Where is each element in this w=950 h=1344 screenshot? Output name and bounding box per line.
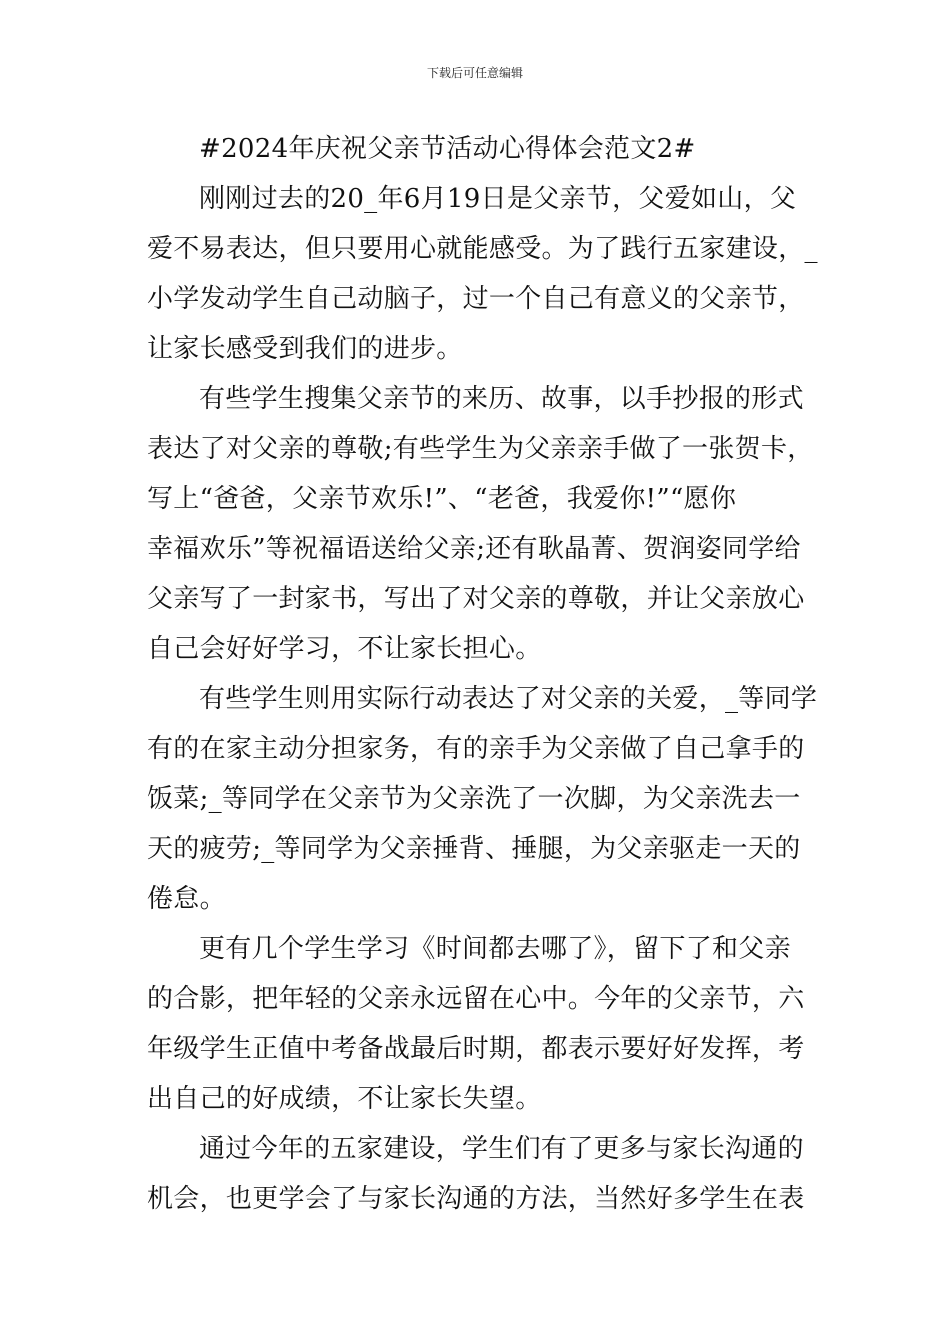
paragraph-line: 父亲写了一封家书，写出了对父亲的尊敬，并让父亲放心	[147, 584, 805, 614]
paragraph-line: 饭菜;_等同学在父亲节为父亲洗了一次脚，为父亲洗去一	[147, 784, 801, 814]
paragraph-line: 出自己的好成绩，不让家长失望。	[147, 1084, 542, 1114]
paragraph-3	[147, 677, 818, 927]
document-title: #2024年庆祝父亲节活动心得体会范文2#	[199, 134, 696, 164]
paragraph-line: 刚刚过去的20_年6月19日是父亲节，父爱如山，父	[199, 184, 797, 214]
paragraph-line: 小学发动学生自己动脑子，过一个自己有意义的父亲节，	[147, 284, 805, 314]
paragraph-line: 有些学生搜集父亲节的来历、故事，以手抄报的形式	[199, 384, 804, 414]
paragraph-line: 年级学生正值中考备战最后时期，都表示要好好发挥，考	[147, 1034, 805, 1064]
paragraph-line: 自己会好好学习，不让家长担心。	[147, 634, 542, 664]
paragraph-line: 爱不易表达，但只要用心就能感受。为了践行五家建设，_	[147, 234, 818, 264]
paragraph-line: 表达了对父亲的尊敬;有些学生为父亲亲手做了一张贺卡，	[147, 434, 814, 464]
page-header-note: 下载后可任意编辑	[426, 66, 523, 80]
paragraph-line: 写上“爸爸，父亲节欢乐!”、“老爸，我爱你!”“愿你	[147, 484, 737, 514]
paragraph-line: 天的疲劳;_等同学为父亲捶背、捶腿，为父亲驱走一天的	[147, 834, 801, 864]
paragraph-1	[147, 177, 818, 377]
paragraph-4	[147, 927, 807, 1127]
paragraph-line: 有些学生则用实际行动表达了对父亲的关爱，_等同学	[199, 684, 818, 714]
paragraph-2	[147, 377, 814, 677]
document-body	[147, 127, 818, 1227]
paragraph-5	[147, 1127, 807, 1227]
paragraph-line: 机会，也更学会了与家长沟通的方法，当然好多学生在表	[147, 1184, 805, 1214]
paragraph-line: 通过今年的五家建设，学生们有了更多与家长沟通的	[199, 1134, 804, 1164]
paragraph-line: 的合影，把年轻的父亲永远留在心中。今年的父亲节，六	[147, 984, 805, 1014]
paragraph-line: 有的在家主动分担家务，有的亲手为父亲做了自己拿手的	[147, 734, 805, 764]
paragraph-line: 幸福欢乐”等祝福语送给父亲;还有耿晶菁、贺润姿同学给	[147, 534, 801, 564]
paragraph-line: 倦怠。	[147, 884, 226, 914]
paragraph-line: 更有几个学生学习《时间都去哪了》，留下了和父亲	[199, 934, 791, 964]
paragraph-line: 让家长感受到我们的进步。	[147, 334, 463, 364]
